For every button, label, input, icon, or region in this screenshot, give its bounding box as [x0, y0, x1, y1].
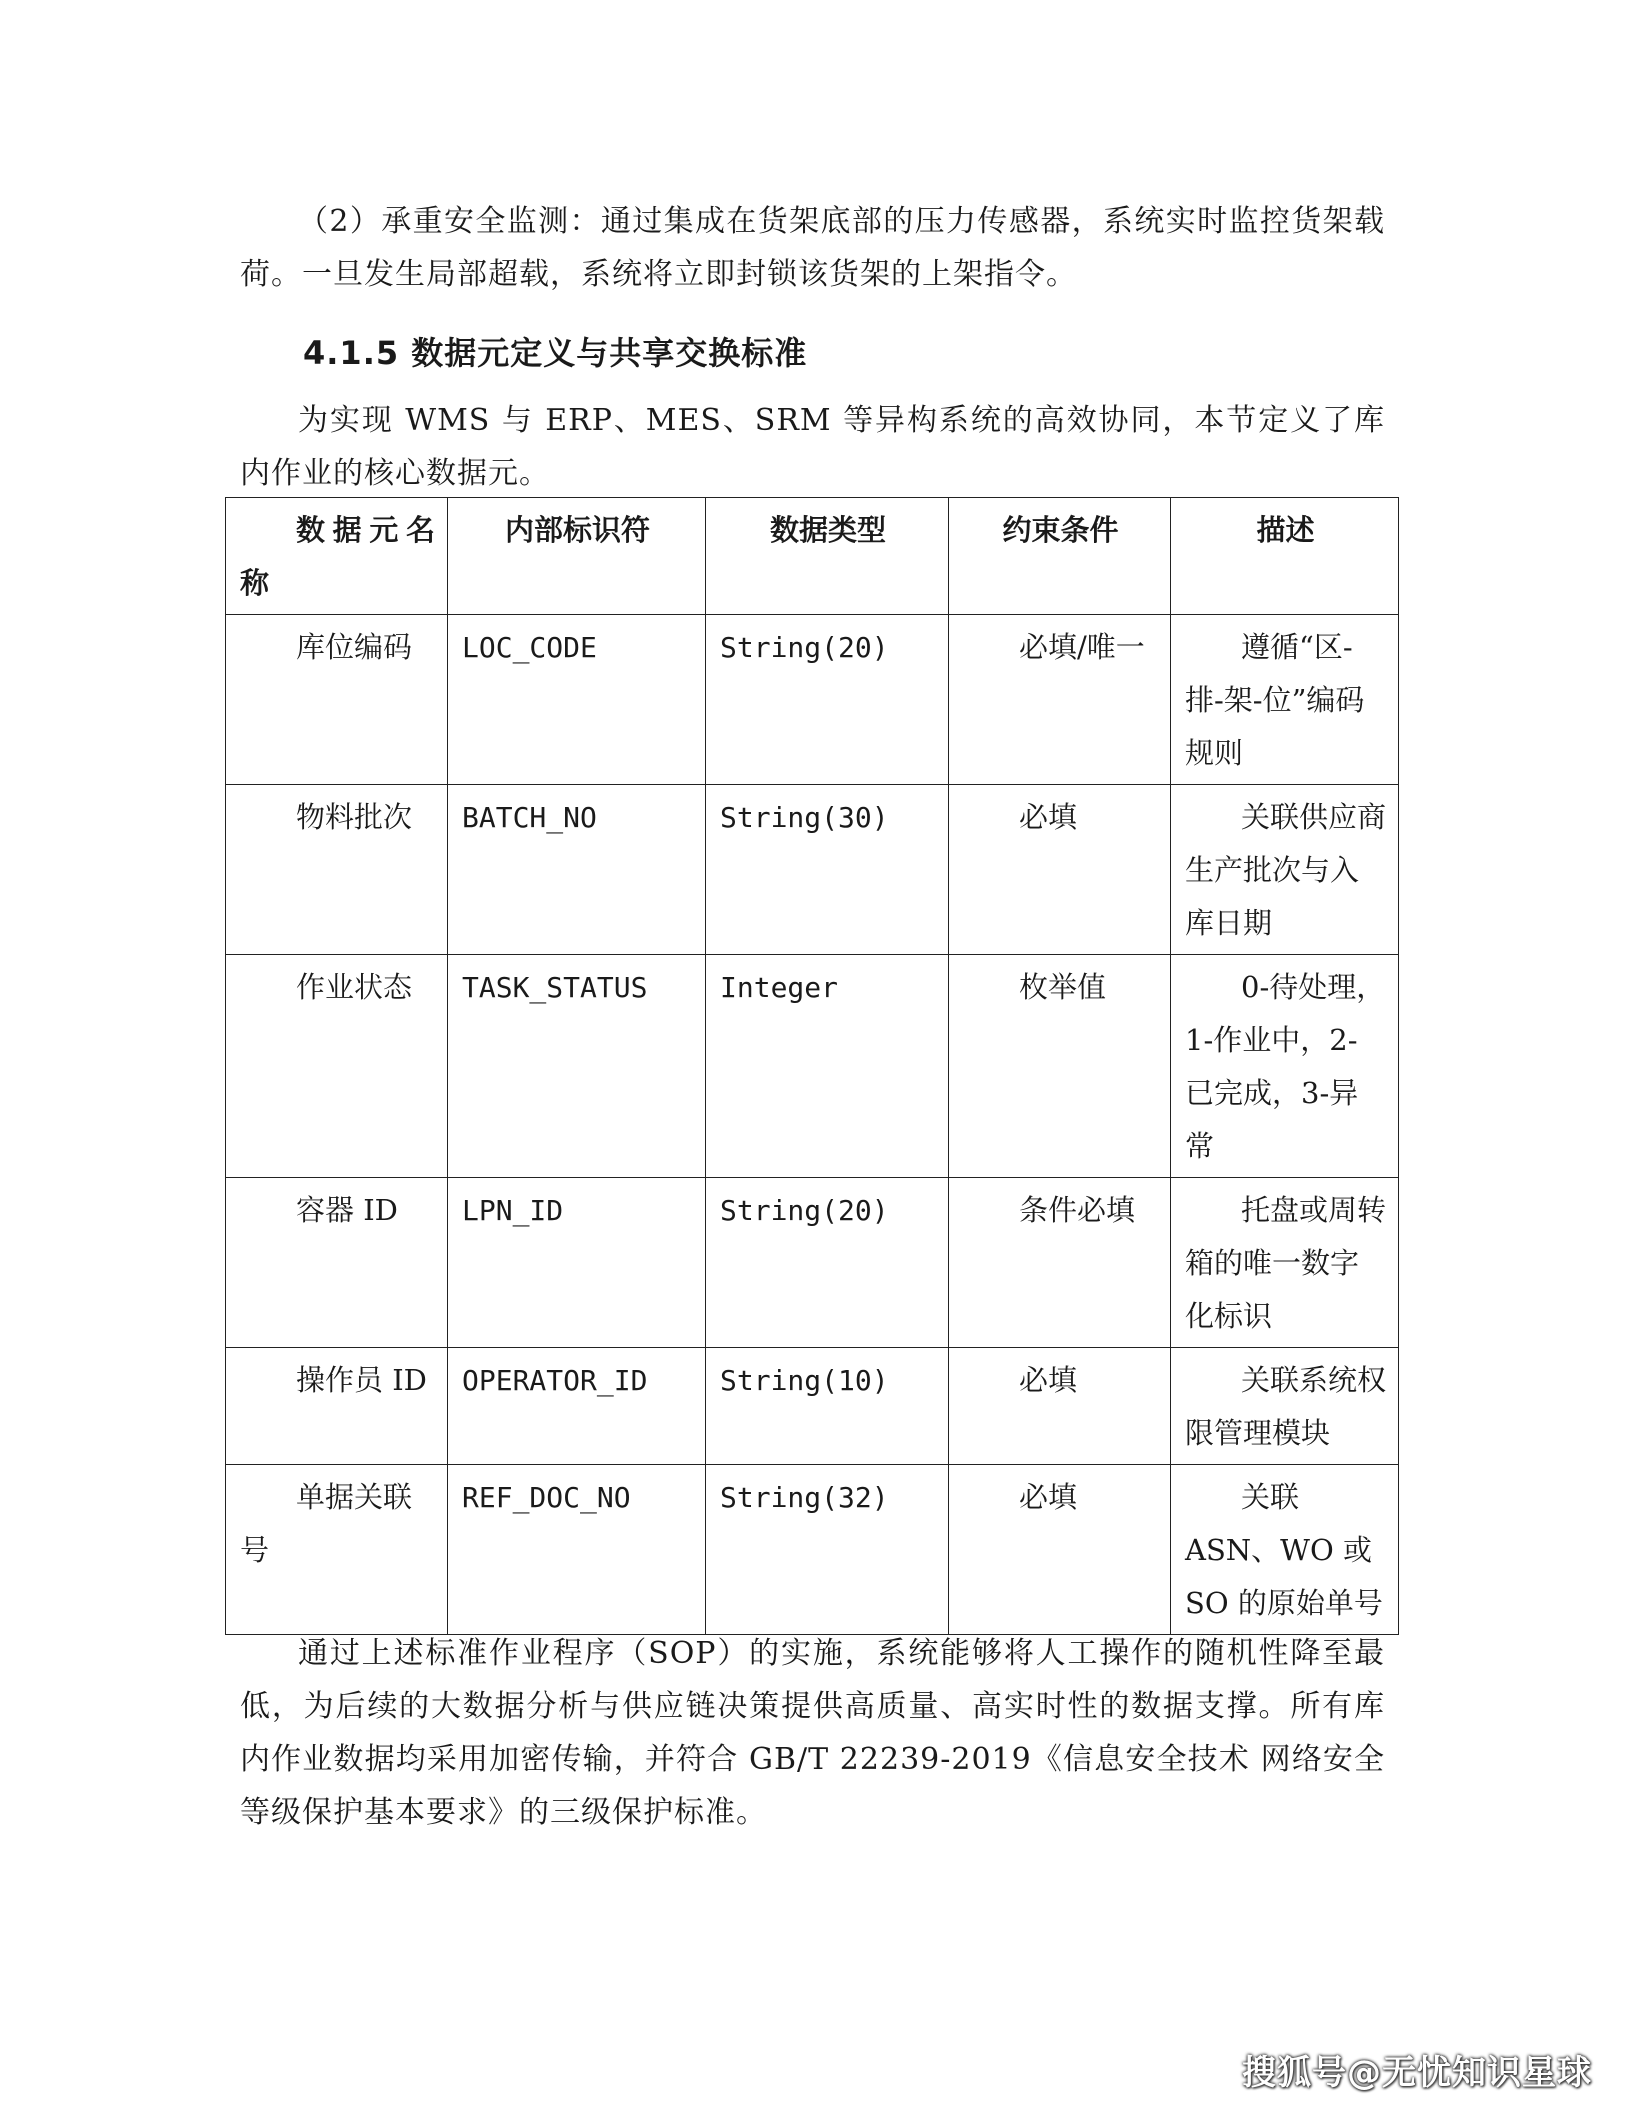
- header-constraint: 约束条件: [949, 498, 1171, 615]
- cell-type: String(10): [706, 1348, 949, 1465]
- cell-type: String(30): [706, 785, 949, 955]
- header-name: 数据元名称: [226, 498, 448, 615]
- cell-desc: 托盘或周转箱的唯一数字化标识: [1171, 1178, 1399, 1348]
- cell-code: TASK_STATUS: [448, 955, 706, 1178]
- table-row: [226, 1178, 1399, 1348]
- header-desc: 描述: [1171, 498, 1399, 615]
- cell-constraint: 必填: [949, 785, 1171, 955]
- cell-desc: 遵循“区-排-架-位”编码规则: [1171, 615, 1399, 785]
- cell-type: String(32): [706, 1465, 949, 1635]
- watermark: 搜狐号@无忧知识星球: [1242, 2053, 1592, 2093]
- table-row: [226, 955, 1399, 1178]
- cell-desc: 关联供应商生产批次与入库日期: [1171, 785, 1399, 955]
- cell-type: Integer: [706, 955, 949, 1178]
- cell-name: 容器 ID: [226, 1178, 448, 1348]
- cell-constraint: 必填: [949, 1348, 1171, 1465]
- cell-name: 单据关联号: [226, 1465, 448, 1635]
- paragraph-intro: 为实现 WMS 与 ERP、MES、SRM 等异构系统的高效协同，本节定义了库内作业的核心数据元。: [240, 403, 1385, 491]
- cell-code: LPN_ID: [448, 1178, 706, 1348]
- header-type: 数据类型: [706, 498, 949, 615]
- table-header-row: [226, 498, 1399, 615]
- cell-code: OPERATOR_ID: [448, 1348, 706, 1465]
- cell-constraint: 必填: [949, 1465, 1171, 1635]
- cell-desc: 关联系统权限管理模块: [1171, 1348, 1399, 1465]
- cell-name: 库位编码: [226, 615, 448, 785]
- cell-name: 操作员 ID: [226, 1348, 448, 1465]
- paragraph-load-monitoring: （2）承重安全监测：通过集成在货架底部的压力传感器，系统实时监控货架载荷。一旦发生局部超载，系统将立即封锁该货架的上架指令。: [240, 204, 1385, 292]
- cell-desc: 0-待处理，1-作业中，2-已完成，3-异常: [1171, 955, 1399, 1178]
- header-code: 内部标识符: [448, 498, 706, 615]
- table-row: [226, 1348, 1399, 1465]
- table-row: [226, 615, 1399, 785]
- table-row: [226, 785, 1399, 955]
- section-heading: 4.1.5 数据元定义与共享交换标准: [303, 334, 808, 372]
- table-row: [226, 1465, 1399, 1635]
- cell-code: BATCH_NO: [448, 785, 706, 955]
- data-element-table: [225, 497, 1399, 1635]
- cell-code: LOC_CODE: [448, 615, 706, 785]
- cell-type: String(20): [706, 1178, 949, 1348]
- cell-type: String(20): [706, 615, 949, 785]
- paragraph-conclusion: 通过上述标准作业程序（SOP）的实施，系统能够将人工操作的随机性降至最低，为后续的大数据分析与供应链决策提供高质量、高实时性的数据支撑。所有库内作业数据均采用加密传输，并符合 GB/T 22239-2019《信息安全技术 网络安全等级保护基本要求》的三级保护标准。: [240, 1636, 1385, 1830]
- cell-name: 物料批次: [226, 785, 448, 955]
- cell-name: 作业状态: [226, 955, 448, 1178]
- cell-constraint: 必填/唯一: [949, 615, 1171, 785]
- cell-constraint: 条件必填: [949, 1178, 1171, 1348]
- cell-desc: 关联 ASN、WO 或 SO 的原始单号: [1171, 1465, 1399, 1635]
- cell-code: REF_DOC_NO: [448, 1465, 706, 1635]
- cell-constraint: 枚举值: [949, 955, 1171, 1178]
